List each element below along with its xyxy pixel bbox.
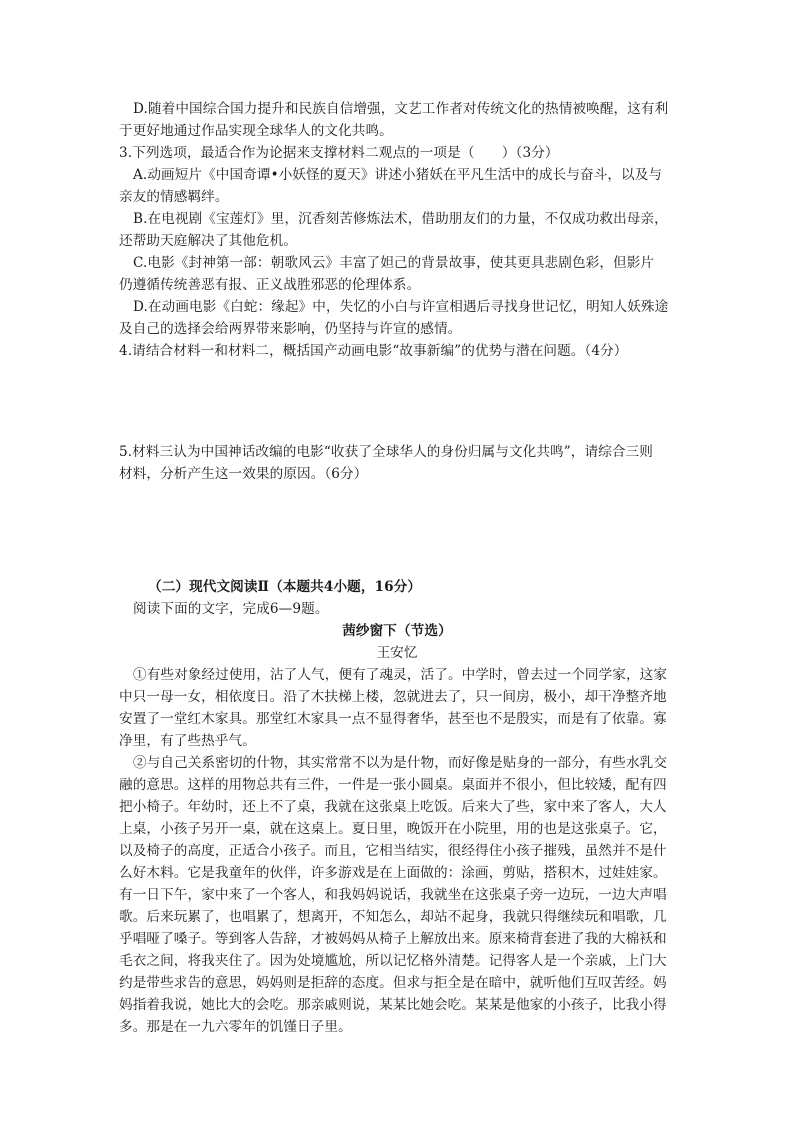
q5-stem-line-2: 材料，分析产生这一效果的原因。（6分）	[119, 466, 368, 482]
paragraph-2-line-7: 有一日下午，家中来了一个客人，和我妈妈说话，我就坐在这张桌子旁一边玩，一边大声唱	[119, 887, 667, 903]
q3-option-b-line-2: 还帮助天庭解决了其他危机。	[119, 233, 298, 249]
q3-option-c-line-1: C.电影《封神第一部：朝歌风云》丰富了妲己的背景故事，使其更具悲剧色彩，但影片	[133, 255, 655, 271]
paragraph-2-line-11: 约是带些求告的意思，妈妈则是拒辞的态度。但求与拒全是在暗中，就听他们互叹苦经。妈	[119, 975, 667, 991]
paragraph-2-line-4: 上桌，小孩子另开一桌，就在这桌上。夏日里，晚饭开在小院里，用的也是这张桌子。它，	[119, 821, 667, 837]
paragraph-2-line-1: ②与自己关系密切的什物，其实常常不以为是什物，而好像是贴身的一部分，有些水乳交	[133, 755, 668, 771]
paragraph-2-line-6: 么好木料。它是我童年的伙伴，许多游戏是在上面做的：涂画，剪贴，搭积木，过娃娃家。	[119, 865, 667, 881]
q5-stem-line-1: 5.材料三认为中国神话改编的电影“收获了全球华人的身份归属与文化共鸣”，请综合三则	[119, 444, 653, 460]
q3-stem: 3.下列选项，最适合作为论据来支撑材料二观点的一项是（ ）（3分）	[119, 145, 559, 161]
paragraph-2-line-3: 把小椅子。年幼时，还上不了桌，我就在这张桌上吃饭。后来大了些，家中来了客人，大人	[119, 799, 667, 815]
paragraph-2-line-10: 毛衣之间，将我夹住了。因为处境尴尬，所以记忆格外清楚。记得客人是一个亲戚，上门大	[119, 953, 667, 969]
reading-instruction: 阅读下面的文字，完成6—9题。	[133, 601, 329, 617]
paragraph-1-line-3: 安置了一堂红木家具。那堂红木家具一点不显得奢华，甚至也不是殷实，而是有了依靠。寡	[119, 711, 667, 727]
passage-title: 茜纱窗下（节选）	[342, 623, 452, 639]
q3-option-b-line-1: B.在电视剧《宝莲灯》里，沉香刻苦修炼法术，借助朋友们的力量，不仅成功救出母亲，	[133, 211, 668, 227]
passage-author: 王安忆	[376, 645, 418, 661]
paragraph-2-line-13: 多。那是在一九六零年的饥馑日子里。	[119, 1019, 352, 1035]
q2-option-d-line-2: 于更好地通过作品实现全球华人的文化共鸣。	[119, 123, 393, 139]
q3-option-c-line-2: 仍遵循传统善恶有报、正义战胜邪恶的伦理体系。	[119, 277, 421, 293]
q2-option-d-line-1: D.随着中国综合国力提升和民族自信增强，文艺工作者对传统文化的热情被唤醒，这有利	[133, 101, 669, 117]
q3-option-d-line-1: D.在动画电影《白蛇：缘起》中，失忆的小白与许宣相遇后寻找身世记忆，明知人妖殊途	[133, 299, 669, 315]
paragraph-2-line-2: 融的意思。这样的用物总共有三件，一件是一张小圆桌。桌面并不很小，但比较矮，配有四	[119, 777, 667, 793]
paragraph-1-line-1: ①有些对象经过使用，沾了人气，便有了魂灵，活了。中学时，曾去过一个同学家，这家	[133, 667, 668, 683]
q4-stem: 4.请结合材料一和材料二，概括国产动画电影“故事新编”的优势与潜在问题。（4分）	[119, 343, 628, 359]
paragraph-2-line-5: 以及椅子的高度，正适合小孩子。而且，它相当结实，很经得住小孩子摧残，虽然并不是什	[119, 843, 667, 859]
paragraph-2-line-12: 妈指着我说，她比大的会吃。那亲戚则说，某某比她会吃。某某是他家的小孩子，比我小得	[119, 997, 667, 1013]
section-heading: （二）现代文阅读Ⅱ（本题共4小题，16分）	[148, 579, 422, 595]
q3-option-a-line-2: 亲友的情感羁绊。	[119, 189, 229, 205]
paragraph-2-line-9: 乎唱哑了嗓子。等到客人告辞，才被妈妈从椅子上解放出来。原来椅背套进了我的大棉袄和	[119, 931, 667, 947]
paragraph-2-line-8: 歌。后来玩累了，也唱累了，想离开，不知怎么，却站不起身，我就只得继续玩和唱歌，几	[119, 909, 667, 925]
q3-option-d-line-2: 及自己的选择会给两界带来影响，仍坚持与许宣的感情。	[119, 321, 462, 337]
paragraph-1-line-2: 中只一母一女，相依度日。沿了木扶梯上楼，忽就进去了，只一间房，极小，却干净整齐地	[119, 689, 667, 705]
q3-option-a-line-1: A.动画短片《中国奇谭•小妖怪的夏天》讲述小猪妖在平凡生活中的成长与奋斗，以及与	[133, 167, 663, 183]
paragraph-1-line-4: 净里，有了些热乎气。	[119, 733, 256, 749]
